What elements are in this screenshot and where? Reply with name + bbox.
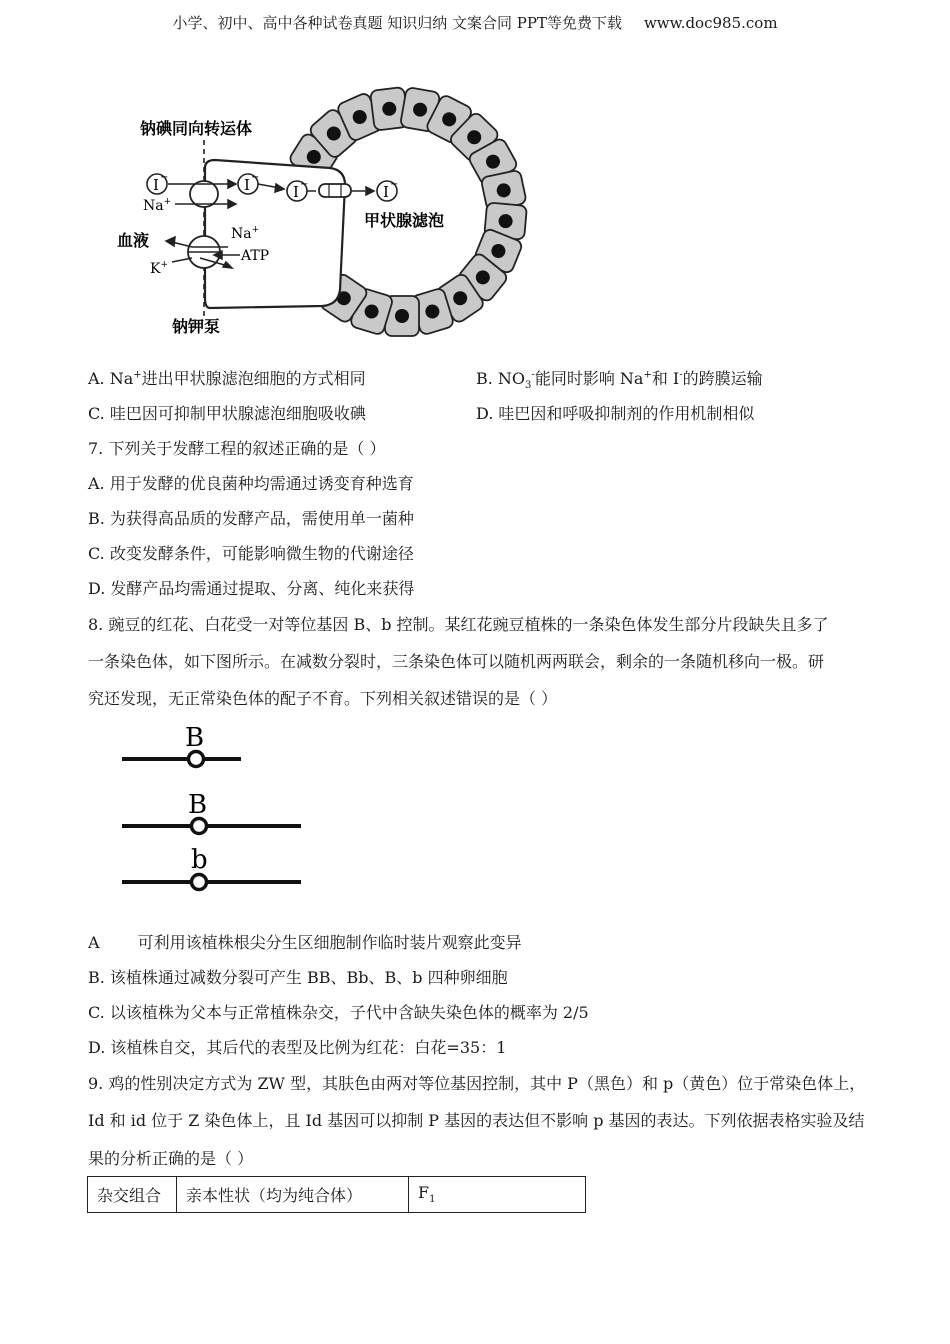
svg-text:−: − [300, 179, 309, 190]
svg-text:Na+: Na+ [231, 225, 260, 242]
svg-text:K+: K+ [150, 260, 169, 277]
iodide-ion-follicle [377, 179, 398, 201]
gene-label-1: B [185, 723, 205, 753]
svg-text:−: − [251, 172, 260, 183]
iodide-ion-outside [147, 172, 168, 194]
blood-label: 血液 [117, 231, 150, 250]
header-text: 小学、初中、高中各种试卷真题 知识归纳 文案合同 PPT等免费下载 [172, 14, 622, 32]
table-header-parents: 亲本性状（均为纯合体） [177, 1177, 409, 1213]
header-url[interactable]: www.doc985.com [643, 14, 778, 32]
q7-option-b[interactable]: B. 为获得高品质的发酵产品，需使用单一菌种 [88, 509, 414, 528]
chromosome-normal-2 [122, 845, 301, 890]
gene-label-2: B [188, 790, 208, 820]
page-header [0, 12, 950, 33]
follicle-label: 甲状腺滤泡 [364, 211, 445, 230]
svg-text:I: I [293, 183, 299, 201]
svg-text:I: I [383, 183, 389, 201]
chromosome-deleted [122, 723, 241, 767]
q7-stem: 7. 下列关于发酵工程的叙述正确的是（ ） [88, 439, 386, 458]
q9-stem-line3: 果的分析正确的是（ ） [88, 1149, 254, 1168]
q8-stem-line2: 一条染色体，如下图所示。在减数分裂时，三条染色体可以随机两两联会，剩余的一条随机移向一极。研 [88, 652, 825, 671]
symporter-label: 钠碘同向转运体 [140, 119, 253, 138]
table-header-f1: $F_1$ [409, 1177, 586, 1213]
q9-stem-line1: 9. 鸡的性别决定方式为 ZW 型，其肤色由两对等位基因控制，其中 P（黑色）和 p（黄色）位于常染色体上， [88, 1074, 866, 1093]
q8-option-b[interactable]: B. 该植株通过减数分裂可产生 BB、Bb、B、b 四种卵细胞 [88, 968, 508, 987]
svg-text:−: − [160, 172, 169, 183]
thyroid-cell [205, 160, 345, 308]
q6-option-d[interactable]: D. 哇巴因和呼吸抑制剂的作用机制相似 [476, 404, 755, 423]
chromosome-diagram [115, 718, 315, 898]
q7-option-a[interactable]: A. 用于发酵的优良菌种均需通过诱变育种选育 [88, 474, 414, 493]
q7-option-d[interactable]: D. 发酵产品均需通过提取、分离、纯化来获得 [88, 579, 415, 598]
svg-text:I: I [153, 176, 159, 194]
chromosome-normal-1 [122, 790, 301, 834]
gene-label-3: b [191, 845, 208, 875]
svg-text:Na+: Na+ [143, 197, 172, 214]
svg-text:I: I [244, 176, 250, 194]
q8-option-c[interactable]: C. 以该植株为父本与正常植株杂交，子代中含缺失染色体的概率为 2/5 [88, 1003, 589, 1022]
thyroid-transport-diagram [100, 85, 560, 345]
svg-text:−: − [390, 179, 399, 190]
cross-table [87, 1176, 586, 1213]
q7-option-c[interactable]: C. 改变发酵条件，可能影响微生物的代谢途径 [88, 544, 414, 563]
iodide-channel [319, 184, 351, 197]
q8-stem-line3: 究还发现，无正常染色体的配子不育。下列相关叙述错误的是（ ） [88, 689, 558, 708]
q6-option-c[interactable]: C. 哇巴因可抑制甲状腺滤泡细胞吸收碘 [88, 404, 366, 423]
q9-stem-line2: Id 和 id 位于 Z 染色体上，且 Id 基因可以抑制 P 基因的表达但不影响 p 基因的表达。下列依据表格实验及结 [88, 1111, 865, 1130]
q6-option-b[interactable]: B. $NO_3^-$能同时影响 Na+和 I-的跨膜运输 [476, 369, 763, 392]
q8-option-a[interactable]: A 可利用该植株根尖分生区细胞制作临时装片观察此变异 [88, 933, 522, 952]
svg-text:ATP: ATP [241, 248, 270, 264]
q6-option-a[interactable]: A. Na+进出甲状腺滤泡细胞的方式相同 [88, 369, 366, 388]
table-header-cross: 杂交组合 [88, 1177, 177, 1213]
symporter-protein [190, 181, 218, 207]
table-row [88, 1177, 586, 1213]
q8-option-d[interactable]: D. 该植株自交，其后代的表型及比例为红花：白花=35：1 [88, 1038, 507, 1057]
pump-label: 钠钾泵 [172, 317, 221, 336]
q8-stem-line1: 8. 豌豆的红花、白花受一对等位基因 B、b 控制。某红花豌豆植株的一条染色体发生部分片段缺失且多了 [88, 615, 829, 634]
